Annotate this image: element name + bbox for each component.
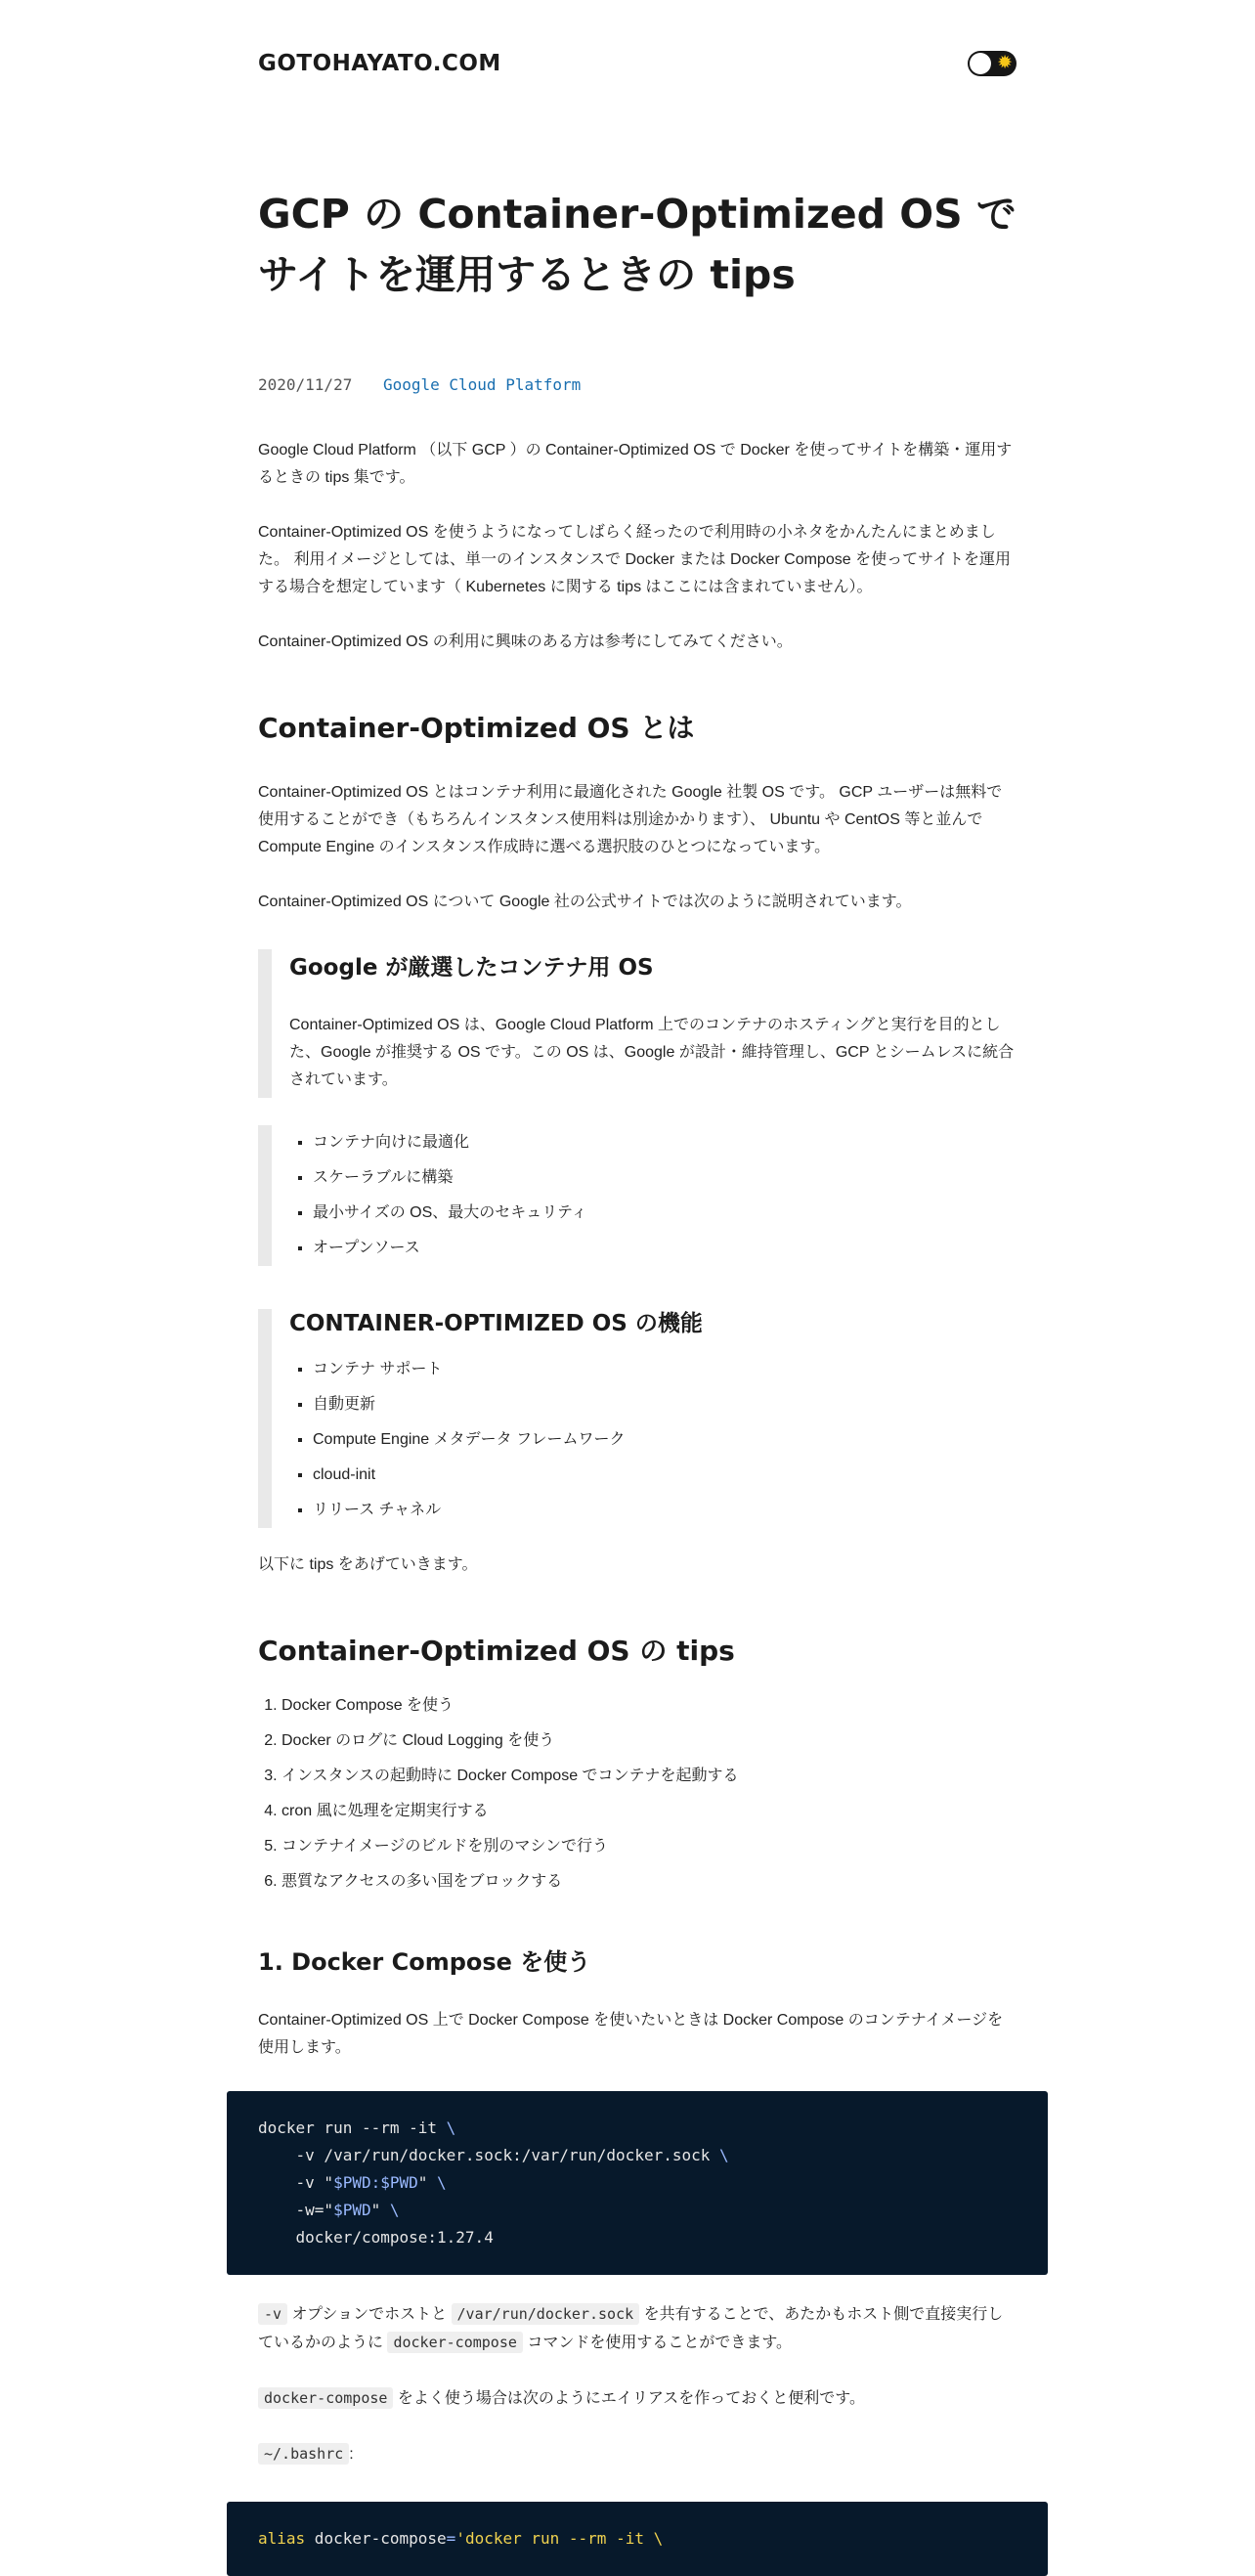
tips-list-item[interactable]: 1. Docker Compose を使う bbox=[281, 1688, 1017, 1724]
list-item: ▪ 自動更新 bbox=[313, 1387, 1017, 1422]
site-header bbox=[258, 0, 1017, 127]
list-item: ▪ cloud-init bbox=[313, 1458, 1017, 1493]
post-meta bbox=[258, 375, 1017, 394]
inline-code: /var/run/docker.sock bbox=[452, 2303, 640, 2325]
compose-paragraph-1: Container-Optimized OS 上で Docker Compose を使いたいときは Docker Compose のコンテナイメージを使用します。 bbox=[258, 2012, 1004, 2056]
feature-list bbox=[289, 1352, 1017, 1528]
post-date: 2020/11/27 bbox=[258, 375, 353, 394]
list-item: ▪ コンテナ サポート bbox=[313, 1352, 1017, 1387]
list-item: ▪ スケーラブルに構築 bbox=[313, 1160, 1017, 1196]
blockquote-3 bbox=[258, 1309, 1017, 1528]
about-paragraph-1: Container-Optimized OS とはコンテナ利用に最適化された Google 社製 OS です。 GCP ユーザーは無料で使用することができ（もちろんインスタンス使用料は別途かかります）、 Ubuntu や CentOS 等と並んで Compute Engine のインスタンス作成時に選べる選択肢のひとつになっています。 bbox=[258, 784, 1003, 855]
quote-heading: Google が厳選したコンテナ用 OS bbox=[289, 955, 654, 981]
tips-list-item[interactable]: 6. 悪質なアクセスの多い国をブロックする bbox=[281, 1864, 1017, 1899]
list-item: ▪ コンテナ向けに最適化 bbox=[313, 1125, 1017, 1160]
list-item: ▪ リリース チャネル bbox=[313, 1493, 1017, 1528]
compose-paragraph-3: docker-compose をよく使う場合は次のようにエイリアスを作っておくと便利です。 bbox=[258, 2384, 1017, 2413]
blockquote-1 bbox=[258, 949, 1017, 1098]
section-heading-compose: 1. Docker Compose を使う bbox=[258, 1948, 591, 1976]
section-heading-tips: Container-Optimized OS の tips bbox=[258, 1635, 735, 1667]
list-item: ▪ 最小サイズの OS、最大のセキュリティ bbox=[313, 1196, 1017, 1231]
inline-code: docker-compose bbox=[387, 2332, 522, 2353]
quote-heading: CONTAINER-OPTIMIZED OS の機能 bbox=[289, 1311, 703, 1336]
site-logo[interactable]: GOTOHAYATO.COM bbox=[258, 51, 501, 76]
intro-paragraph-1: Google Cloud Platform （以下 GCP ）の Container-Optimized OS で Docker を使ってサイトを構築・運用するときの tips 集です。 bbox=[258, 442, 1013, 486]
tips-list-item[interactable]: 5. コンテナイメージのビルドを別のマシンで行う bbox=[281, 1829, 1017, 1864]
tips-list bbox=[258, 1688, 1017, 1899]
page-container bbox=[258, 0, 1017, 2576]
blockquote-2 bbox=[258, 1125, 1017, 1266]
code-block-2: alias docker-compose='docker run --rm -it \ bbox=[227, 2502, 1048, 2576]
intro-paragraph-3: Container-Optimized OS の利用に興味のある方は参考にしてみてください。 bbox=[258, 633, 793, 650]
tips-intro: 以下に tips をあげていきます。 bbox=[258, 1556, 478, 1573]
inline-code: -v bbox=[258, 2303, 287, 2325]
about-paragraph-2: Container-Optimized OS について Google 社の公式サイトでは次のように説明されています。 bbox=[258, 894, 912, 910]
post-title: GCP の Container-Optimized OS でサイトを運用するときの tips bbox=[258, 191, 1017, 298]
tips-list-item[interactable]: 2. Docker のログに Cloud Logging を使う bbox=[281, 1724, 1017, 1759]
category-link[interactable]: Google Cloud Platform bbox=[382, 375, 582, 394]
toggle-knob bbox=[970, 53, 991, 74]
list-item: ▪ Compute Engine メタデータ フレームワーク bbox=[313, 1422, 1017, 1458]
code-block-1: docker run --rm -it \ -v /var/run/docker.sock:/var/run/docker.sock \ -v "$PWD:$PWD" \ -w="$PWD" \ docker/compose:1.27.4 bbox=[227, 2091, 1048, 2275]
theme-toggle[interactable] bbox=[968, 51, 1017, 76]
tips-list-item[interactable]: 4. cron 風に処理を定期実行する bbox=[281, 1794, 1017, 1829]
compose-paragraph-4: ~/.bashrc : bbox=[258, 2440, 1017, 2468]
inline-code: docker-compose bbox=[258, 2387, 393, 2409]
intro-paragraph-2: Container-Optimized OS を使うようになってしばらく経ったので利用時の小ネタをかんたんにまとめました。 利用イメージとしては、単一のインスタンスで Docker または Docker Compose を使ってサイトを運用する場合を想定しています（ Kubernetes に関する tips はここには含まれていません）。 bbox=[258, 524, 1011, 595]
sun-icon: ✹ bbox=[997, 53, 1013, 73]
section-heading-about: Container-Optimized OS とは bbox=[258, 712, 695, 744]
list-item: ▪ オープンソース bbox=[313, 1231, 1017, 1266]
tips-list-item[interactable]: 3. インスタンスの起動時に Docker Compose でコンテナを起動する bbox=[281, 1759, 1017, 1794]
quote-text: Container-Optimized OS は、Google Cloud Platform 上でのコンテナのホスティングと実行を目的とした、Google が推奨する OS です。この OS は、Google が設計・維持管理し、GCP とシームレスに統合されています。 bbox=[289, 1017, 1015, 1088]
compose-paragraph-2: -v オプションでホストと /var/run/docker.sock を共有することで、あたかもホスト側で直接実行しているかのように docker-compose コマンドを使用することができます。 bbox=[258, 2305, 1004, 2351]
inline-code: ~/.bashrc bbox=[258, 2443, 349, 2465]
feature-list bbox=[289, 1125, 1017, 1266]
